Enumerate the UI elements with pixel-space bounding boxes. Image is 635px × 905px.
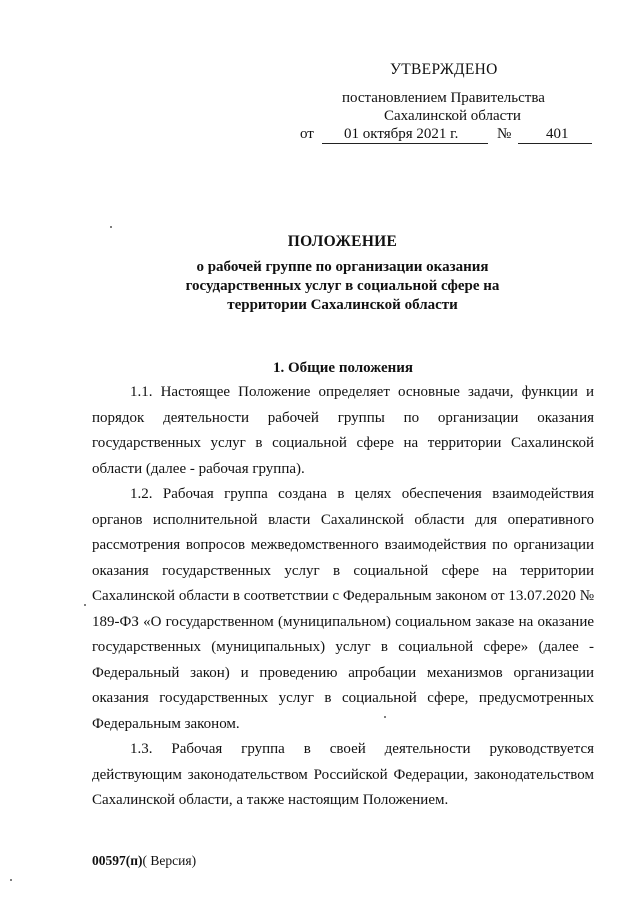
scan-speck — [384, 716, 386, 718]
from-label: от — [300, 126, 314, 142]
document-body — [92, 356, 594, 814]
scan-speck — [110, 226, 112, 228]
document-subtitle: о рабочей группе по организации оказания государственных услуг в социальной сфере на территории Сахалинской области — [185, 259, 500, 313]
document-title: ПОЛОЖЕНИЕ — [287, 233, 398, 250]
paragraph-1-1: 1.1. Настоящее Положение определяет основные задачи, функции и порядок деятельности рабочей группы по организации оказания государственных услуг в социальной сфере на территории Сахалинской области (далее - рабочая группа). — [92, 384, 594, 477]
approval-number-field — [518, 125, 592, 144]
paragraph-1-3: 1.3. Рабочая группа в своей деятельности руководствуется действующим законодательством Российской Федерации, законодательством Сахалинской области, а также настоящим Положением. — [92, 741, 594, 808]
footer-code-line — [92, 853, 196, 869]
approval-region-line: Сахалинской области — [384, 108, 521, 124]
scan-speck — [10, 879, 12, 881]
section-title: 1. Общие положения — [272, 360, 414, 376]
title-block — [100, 233, 585, 315]
footer-version: ( Версия) — [142, 853, 197, 868]
approval-issuer-line: постановлением Правительства — [342, 90, 545, 106]
scan-speck — [84, 604, 86, 606]
approval-date-field — [322, 125, 488, 144]
footer-doc-code: 00597(п) — [92, 853, 143, 868]
approval-date: 01 октября 2021 г. — [344, 126, 459, 142]
approved-stamp-text: УТВЕРЖДЕНО — [390, 61, 498, 78]
number-label: № — [497, 126, 512, 142]
paragraph-1-2: 1.2. Рабочая группа создана в целях обеспечения взаимодействия органов исполнительной власти Сахалинской области для оперативного рассмотрения вопросов межведомственного взаимодействия по организации оказания государственных услуг в социальной сфере на территории Сахалинской области в соответствии с Федеральным законом от 13.07.2020 № 189-ФЗ «О государственном (муниципальном) социальном заказе на оказание государственных (муниципальных) услуг в социальной сфере» (далее - Федеральный закон) и проведению апробации механизмов организации оказания государственных услуг в социальной сфере, предусмотренных Федеральным законом. — [92, 486, 594, 732]
approval-number: 401 — [546, 126, 569, 142]
